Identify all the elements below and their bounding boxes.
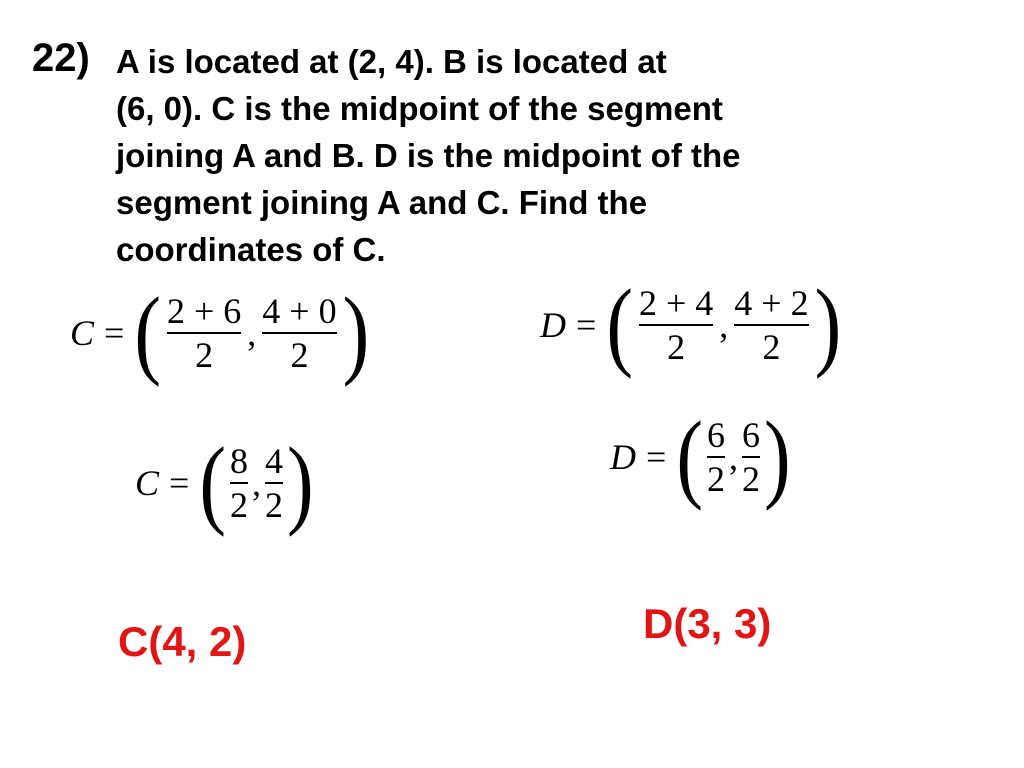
fraction — [167, 290, 241, 376]
fraction — [707, 414, 725, 500]
problem-line: joining A and B. D is the midpoint of the — [116, 137, 741, 174]
comma: , — [719, 304, 729, 345]
fraction — [742, 414, 760, 500]
denominator: 2 — [264, 484, 283, 525]
equation-c-step1 — [70, 277, 370, 388]
denominator: 2 — [762, 326, 781, 367]
numerator: 4 + 2 — [734, 283, 809, 323]
denominator: 2 — [741, 458, 760, 499]
right-paren: ) — [814, 269, 842, 380]
numerator: 6 — [741, 415, 760, 455]
right-paren: ) — [342, 277, 370, 388]
fraction — [262, 290, 336, 376]
comma: , — [247, 312, 257, 353]
fraction — [639, 282, 713, 368]
answer-d: D(3, 3) — [643, 600, 772, 647]
equals-sign: = — [169, 462, 190, 503]
equals-sign: = — [104, 312, 125, 353]
equation-c-step2 — [135, 427, 314, 538]
numerator: 4 — [264, 441, 283, 481]
comma: , — [728, 436, 738, 477]
equals-sign: = — [646, 436, 667, 477]
equation-variable: C — [135, 462, 160, 503]
denominator: 2 — [195, 334, 214, 375]
numerator: 6 — [706, 415, 725, 455]
problem-number: 22) — [32, 36, 90, 80]
fraction — [265, 440, 283, 526]
numerator: 4 + 0 — [262, 291, 337, 331]
equation-d-step2 — [610, 401, 791, 512]
equals-sign: = — [576, 304, 597, 345]
right-paren: ) — [286, 427, 314, 538]
left-paren: ( — [199, 427, 226, 538]
denominator: 2 — [229, 484, 248, 525]
equation-variable: D — [610, 436, 636, 477]
left-paren: ( — [606, 269, 633, 380]
right-paren: ) — [763, 401, 791, 512]
left-paren: ( — [676, 401, 703, 512]
denominator: 2 — [706, 458, 725, 499]
numerator: 2 + 4 — [638, 283, 714, 323]
equation-d-step1 — [540, 269, 842, 380]
denominator: 2 — [290, 334, 309, 375]
numerator: 2 + 6 — [166, 291, 242, 331]
fraction — [230, 440, 248, 526]
left-paren: ( — [134, 277, 161, 388]
equation-variable: D — [540, 304, 566, 345]
comma: , — [251, 462, 261, 503]
fraction — [734, 282, 808, 368]
problem-line: A is located at (2, 4). B is located at — [116, 43, 667, 80]
problem-line: segment joining A and C. Find the — [116, 184, 648, 221]
numerator: 8 — [229, 441, 248, 481]
answer-c: C(4, 2) — [118, 618, 247, 665]
equation-variable: C — [70, 312, 95, 353]
problem-statement — [116, 38, 936, 273]
denominator: 2 — [667, 326, 686, 367]
problem-line: (6, 0). C is the midpoint of the segment — [116, 90, 723, 127]
problem-line: coordinates of C. — [116, 231, 386, 268]
